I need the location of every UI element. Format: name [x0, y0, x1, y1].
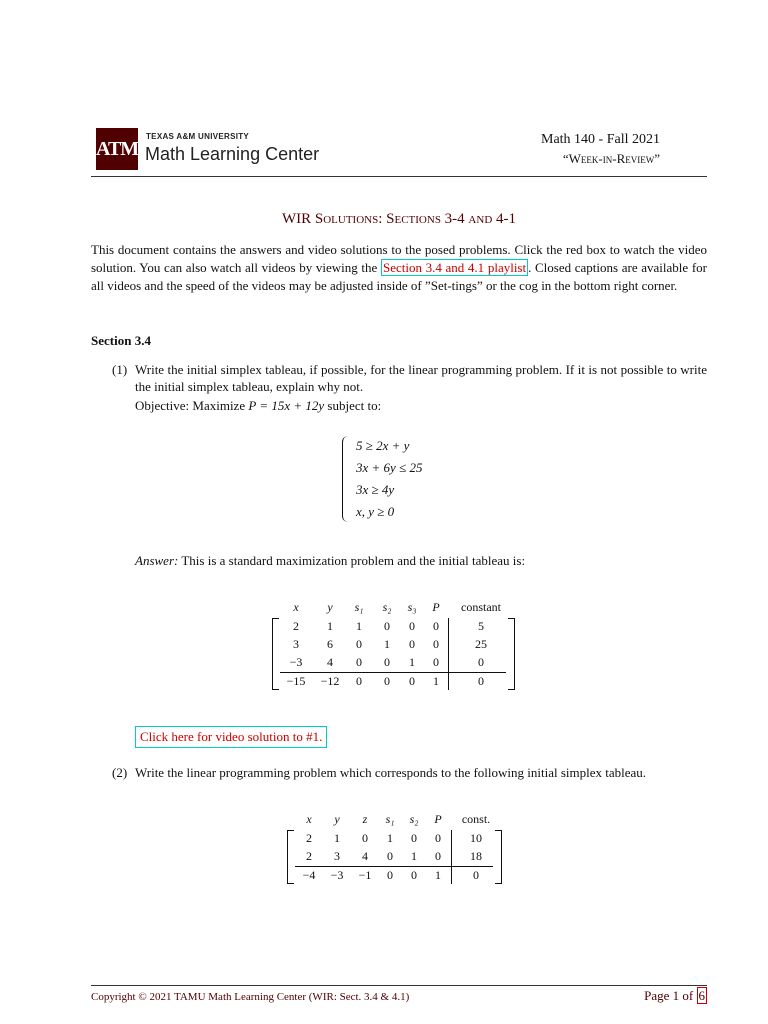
- intro-paragraph: This document contains the answers and video solutions to the posed problems. Click the red box to watch the video solution. You can also watch all videos by viewing the Section 3.4 and 4.1 playlist . Closed captions are available for all videos and the speed of the videos may be adjusted inside of ”Set-tings” or the cog in the bottom right corner.: [91, 242, 707, 293]
- tableau-2-header: const.: [461, 812, 491, 826]
- tableau-cell: 2: [293, 619, 299, 633]
- tableau-1-header: y: [327, 600, 333, 614]
- tableau-cell: 1: [409, 655, 415, 669]
- q1-text: Write the initial simplex tableau, if possible, for the linear programming problem. If it is not possible to write the initial simplex tableau, explain why not.: [135, 362, 707, 394]
- tableau-2-header: s₂: [409, 812, 419, 826]
- tableau-cell: 1: [387, 831, 393, 845]
- tableau-cell: 0: [411, 868, 417, 882]
- tableau-2: [285, 810, 510, 890]
- row-divider: [295, 866, 493, 867]
- tableau-cell: 0: [387, 849, 393, 863]
- constraint-4: x, y ≥ 0: [356, 504, 395, 519]
- tableau-1-header: s₂: [382, 600, 392, 614]
- tableau-cell: 0: [433, 637, 439, 651]
- tableau-cell: 0: [356, 655, 362, 669]
- tableau-cell: 1: [356, 619, 362, 633]
- center-name: Math Learning Center: [145, 144, 320, 164]
- tableau-1: [270, 598, 520, 693]
- tableau-cell: 0: [478, 655, 484, 669]
- tableau-cell: 0: [356, 637, 362, 651]
- tableau-cell: −1: [358, 868, 372, 882]
- tableau-1-header: s₁: [354, 600, 364, 614]
- last-page-link[interactable]: 6: [698, 988, 705, 1003]
- column-divider: [451, 830, 452, 884]
- tableau-cell: 1: [334, 831, 340, 845]
- tableau-2-header: s₁: [385, 812, 395, 826]
- tableau-cell: 0: [435, 831, 441, 845]
- tableau-2-header: P: [434, 812, 442, 826]
- tableau-cell: 25: [475, 637, 487, 651]
- tableau-cell: −3: [330, 868, 344, 882]
- tableau-cell: 1: [327, 619, 333, 633]
- q1-number: (1): [112, 362, 128, 377]
- tableau-cell: −4: [302, 868, 316, 882]
- section-heading: Section 3.4: [91, 333, 151, 348]
- tableau-cell: 0: [478, 674, 484, 688]
- tableau-cell: 0: [356, 674, 362, 688]
- tableau-cell: −12: [320, 674, 340, 688]
- tableau-cell: 0: [411, 831, 417, 845]
- left-brace: [342, 436, 351, 522]
- header-rule: [91, 176, 707, 177]
- tableau-cell: 0: [362, 831, 368, 845]
- constraint-1: 5 ≥ 2x + y: [356, 438, 410, 453]
- tableau-cell: −3: [289, 655, 303, 669]
- tableau-cell: 0: [409, 637, 415, 651]
- wir-label: “Week-in-Review”: [562, 151, 660, 166]
- tableau-cell: 1: [435, 868, 441, 882]
- tableau-cell: 1: [411, 849, 417, 863]
- q1-answer: Answer: This is a standard maximization problem and the initial tableau is:: [135, 553, 526, 568]
- tableau-cell: 0: [387, 868, 393, 882]
- tableau-cell: 0: [384, 674, 390, 688]
- video-solution-link[interactable]: Click here for video solution to #1.: [135, 726, 327, 748]
- left-bracket: [287, 830, 294, 884]
- tableau-cell: 2: [306, 831, 312, 845]
- course-label: Math 140 - Fall 2021: [541, 132, 660, 147]
- tableau-cell: 3: [334, 849, 340, 863]
- tableau-cell: 6: [327, 637, 333, 651]
- row-divider: [280, 672, 506, 673]
- tableau-2-header: y: [334, 812, 340, 826]
- tableau-cell: 4: [362, 849, 368, 863]
- copyright: Copyright © 2021 TAMU Math Learning Center (WIR: Sect. 3.4 & 4.1): [91, 991, 410, 1003]
- tableau-1-header: x: [293, 600, 299, 614]
- column-divider: [448, 618, 449, 690]
- tableau-cell: 5: [478, 619, 484, 633]
- tableau-cell: −15: [286, 674, 306, 688]
- q1-objective: Objective: Maximize P = 15x + 12y subject to:: [135, 398, 382, 413]
- tableau-cell: 4: [327, 655, 333, 669]
- tableau-cell: 0: [384, 619, 390, 633]
- tableau-cell: 10: [470, 831, 482, 845]
- constraint-3: 3x ≥ 4y: [356, 482, 395, 497]
- tableau-1-header: s₃: [407, 600, 417, 614]
- tableau-cell: 0: [473, 868, 479, 882]
- tableau-cell: 1: [384, 637, 390, 651]
- tableau-cell: 3: [293, 637, 299, 651]
- tableau-1-header: constant: [461, 600, 501, 614]
- tableau-cell: 0: [435, 849, 441, 863]
- tableau-cell: 18: [470, 849, 482, 863]
- tamu-logo: ATM: [96, 128, 138, 170]
- tableau-cell: 2: [306, 849, 312, 863]
- tableau-cell: 0: [433, 619, 439, 633]
- tableau-2-header: z: [362, 812, 368, 826]
- tableau-cell: 0: [409, 674, 415, 688]
- q2-number: (2): [112, 765, 128, 780]
- document-title: WIR Solutions: Sections 3-4 and 4-1: [281, 211, 517, 227]
- left-bracket: [272, 618, 279, 690]
- tableau-1-header: P: [432, 600, 440, 614]
- footer-rule: [91, 985, 707, 986]
- tableau-cell: 0: [433, 655, 439, 669]
- tableau-cell: 0: [384, 655, 390, 669]
- q2-text: Write the linear programming problem which corresponds to the following initial simplex tableau.: [135, 765, 647, 780]
- playlist-link[interactable]: Section 3.4 and 4.1 playlist: [382, 260, 527, 275]
- constraint-2: 3x + 6y ≤ 25: [356, 460, 423, 475]
- tableau-cell: 1: [433, 674, 439, 688]
- tableau-cell: 0: [409, 619, 415, 633]
- tableau-2-header: x: [306, 812, 312, 826]
- page-number: Page 1 of 6: [644, 988, 705, 1003]
- university-name: TEXAS A&M UNIVERSITY: [146, 132, 250, 141]
